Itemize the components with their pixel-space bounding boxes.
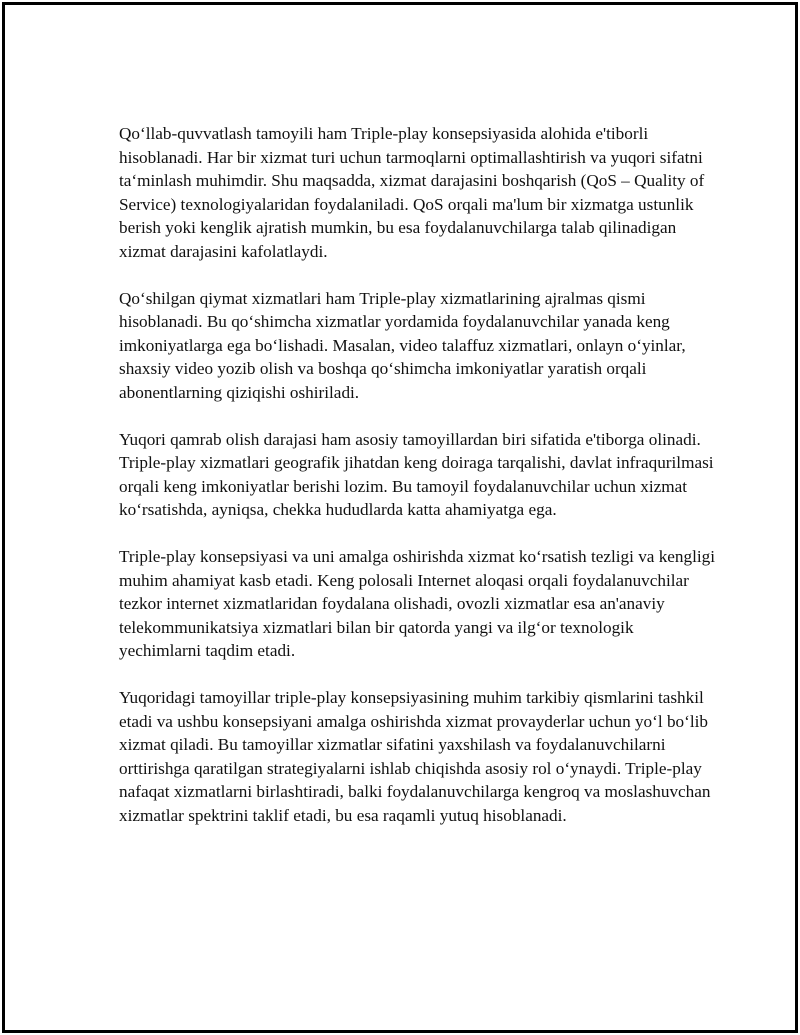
paragraph-qoshilgan-qiymat: Qo‘shilgan qiymat xizmatlari ham Triple-play xizmatlarining ajralmas qismi hisoblanadi. Bu qo‘shimcha xizmatlar yordamida foydalanuvchilar yanada keng imkoniyatlarga ega bo‘lishadi. Masalan, video talaffuz xizmatlari, onlayn o‘yinlar, shaxsiy video yozib olish va boshqa qo‘shimcha imkoniyatlar yaratish orqali abonentlarning qiziqishi oshiriladi. bbox=[119, 288, 686, 402]
paragraph-tezlik-kenglik: Triple-play konsepsiyasi va uni amalga oshirishda xizmat ko‘rsatish tezligi va kengligi muhim ahamiyat kasb etadi. Keng polosali Internet aloqasi orqali foydalanuvchilar tezkor internet xizmatlaridan foydalana olishadi, ovozli xizmatlar esa an'anaviy telekommunikatsiya xizmatlari bilan bir qatorda yangi va ilg‘or texnologik yechimlarni taqdim etadi. bbox=[119, 547, 716, 660]
document-body bbox=[119, 122, 719, 851]
paragraph-qollab-quvvatlash: Qo‘llab-quvvatlash tamoyili ham Triple-play konsepsiyasida alohida e'tiborli hisoblanadi. Har bir xizmat turi uchun tarmoqlarni optimallashtirish va yuqori sifatni ta‘minlash muhimdir. Shu maqsadda, xizmat darajasini boshqarish (QoS – Quality of Service) texnologiyalaridan foydalaniladi. QoS orqali ma'lum bir xizmatga ustunlik berish yoki kenglik ajratish mumkin, bu esa foydalanuvchilarga talab qilinadigan xizmat darajasini kafolatlaydi. bbox=[119, 124, 705, 261]
paragraph-yuqori-qamrab: Yuqori qamrab olish darajasi ham asosiy tamoyillardan biri sifatida e'tiborga olinadi. Triple-play xizmatlari geografik jihatdan keng doiraga tarqalishi, davlat infraqurilmasi orqali keng imkoniyatlar berishi lozim. Bu tamoyil foydalanuvchilar uchun xizmat ko‘rsatishda, ayniqsa, chekka hududlarda katta ahamiyatga ega. bbox=[119, 429, 714, 519]
paragraph-xulosa: Yuqoridagi tamoyillar triple-play konsepsiyasining muhim tarkibiy qismlarini tashkil etadi va ushbu konsepsiyani amalga oshirishda xizmat provayderlar uchun yo‘l bo‘lib xizmat qiladi. Bu tamoyillar xizmatlar sifatini yaxshilash va foydalanuvchilarni orttirishga qaratilgan strategiyalarni ishlab chiqishda asosiy rol o‘ynaydi. Triple-play nafaqat xizmatlarni birlashtiradi, balki foydalanuvchilarga kengroq va moslashuvchan xizmatlar spektrini taklif etadi, bu esa raqamli yutuq hisoblanadi. bbox=[119, 688, 711, 825]
document-page bbox=[2, 2, 798, 1033]
